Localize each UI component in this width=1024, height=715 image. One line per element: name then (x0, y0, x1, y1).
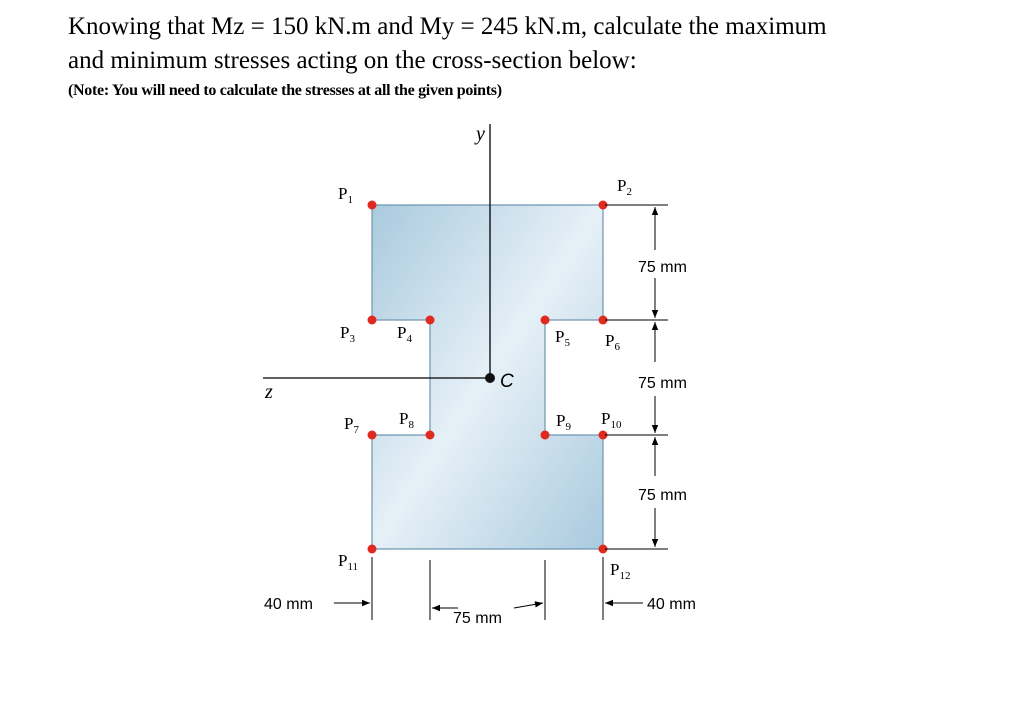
point-label-p12: $P_{12}$ (610, 560, 631, 582)
point-p9-dot (541, 431, 550, 440)
point-label-p2: $P_2$ (617, 176, 632, 198)
point-label-p4: $P_4$ (397, 323, 412, 345)
dim-bottom-right: 40 mm (647, 596, 696, 613)
point-p7-dot (368, 431, 377, 440)
point-p5-dot (541, 316, 550, 325)
dim-bottom-mid: 75 mm (453, 610, 502, 627)
point-label-p8: $P_8$ (399, 409, 414, 431)
point-p4-dot (426, 316, 435, 325)
point-label-p1: $P_1$ (338, 184, 353, 206)
dim-right-top: 75 mm (638, 259, 687, 276)
problem-line-2: and minimum stresses acting on the cross-section below: (68, 47, 637, 74)
point-label-p10: $P_{10}$ (601, 409, 622, 431)
y-axis-label: y (476, 123, 485, 145)
point-p11-dot (368, 545, 377, 554)
z-axis-label: z (265, 381, 273, 403)
dim-right-mid: 75 mm (638, 375, 687, 392)
point-label-p3: $P_3$ (340, 323, 355, 345)
point-p8-dot (426, 431, 435, 440)
point-label-p6: $P_6$ (605, 331, 620, 353)
problem-line-1: Knowing that Mz = 150 kN.m and My = 245 kN.m, calculate the maximum (68, 13, 827, 40)
dim-bottom-left: 40 mm (264, 596, 313, 613)
point-label-p7: $P_7$ (344, 414, 359, 436)
dim-right-bottom: 75 mm (638, 487, 687, 504)
centroid-dot (485, 373, 495, 383)
point-label-p5: $P_5$ (555, 327, 570, 349)
centroid-label: C (500, 371, 514, 392)
point-p1-dot (368, 201, 377, 210)
point-label-p11: $P_{11}$ (338, 551, 359, 573)
point-p3-dot (368, 316, 377, 325)
problem-note: (Note: You will need to calculate the stresses at all the given points) (68, 82, 502, 99)
point-label-p9: $P_9$ (556, 411, 571, 433)
